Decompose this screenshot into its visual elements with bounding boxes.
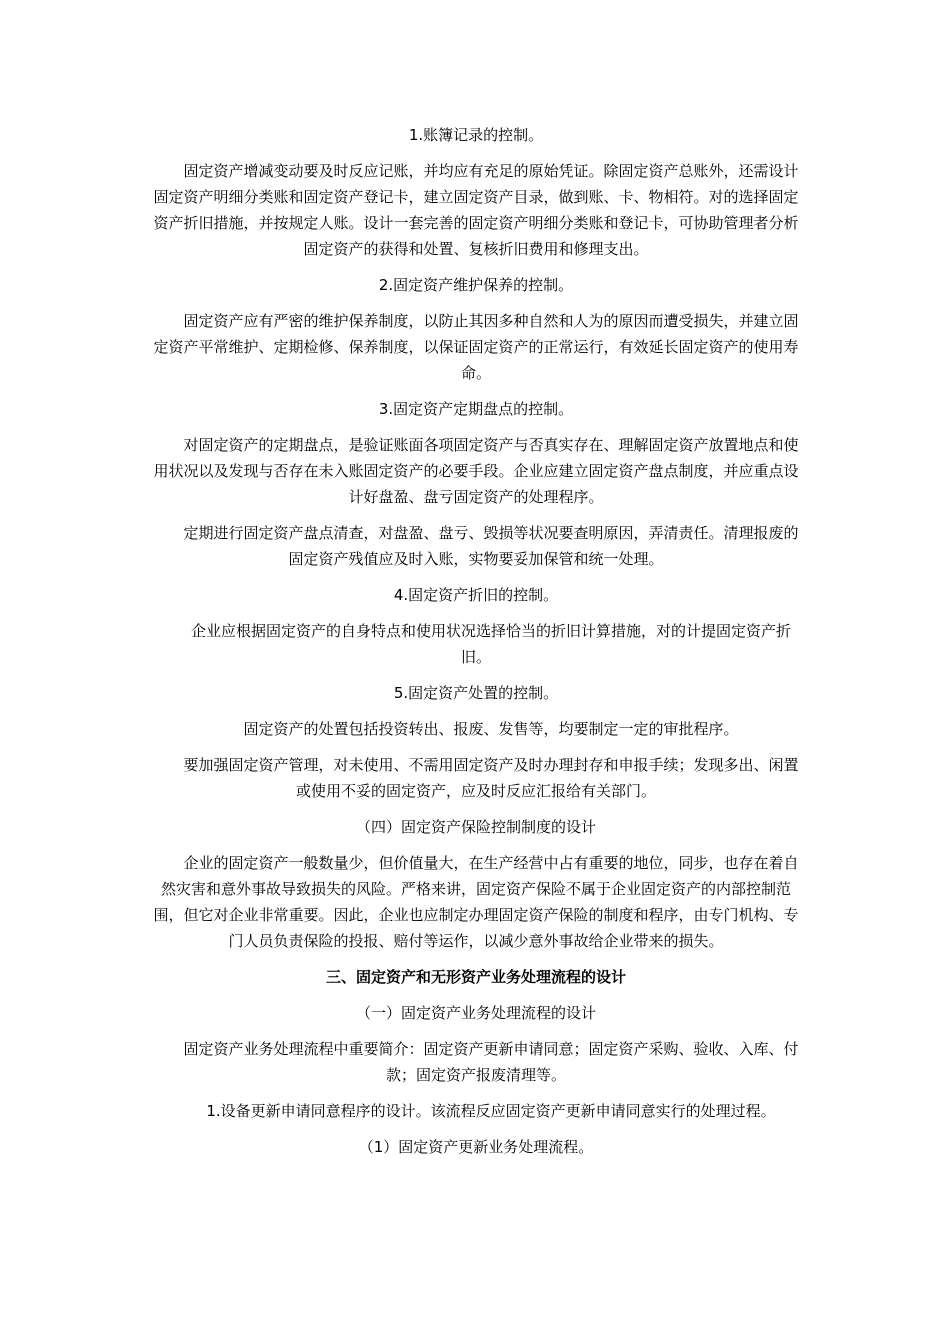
body-paragraph: 固定资产应有严密的维护保养制度，以防止其因多种自然和人为的原因而遭受损失，并建立固定资产平常维护、定期检修、保养制度，以保证固定资产的正常运行，有效延长固定资产的使用寿命。 xyxy=(153,312,799,382)
body-paragraph: 固定资产业务处理流程中重要简介：固定资产更新申请同意；固定资产采购、验收、入库、付款；固定资产报废清理等。 xyxy=(183,1040,799,1084)
section-title: 5.固定资产处置的控制。 xyxy=(393,684,559,702)
body-paragraph: 1.设备更新申请同意程序的设计。该流程反应固定资产更新申请同意实行的处理过程。 xyxy=(206,1102,776,1120)
body-paragraph: 企业应根据固定资产的自身特点和使用状况选择恰当的折旧计算措施，对的计提固定资产折旧。 xyxy=(190,622,791,666)
section-title: 3.固定资产定期盘点的控制。 xyxy=(378,400,574,418)
body-paragraph: 对固定资产的定期盘点，是验证账面各项固定资产与否真实存在、理解固定资产放置地点和使用状况以及发现与否存在未入账固定资产的必要手段。企业应建立固定资产盘点制度，并应重点设计好盘盈、盘亏固定资产的处理程序。 xyxy=(153,436,799,506)
document-page xyxy=(148,122,804,1170)
section-title: 1.账簿记录的控制。 xyxy=(408,126,544,144)
body-paragraph: 定期进行固定资产盘点清查，对盘盈、盘亏、毁损等状况要查明原因，弄清责任。清理报废的固定资产残值应及时入账，实物要妥加保管和统一处理。 xyxy=(183,524,799,568)
body-paragraph: 企业的固定资产一般数量少，但价值量大，在生产经营中占有重要的地位，同步，也存在着自然灾害和意外事故导致损失的风险。严格来讲，固定资产保险不属于企业固定资产的内部控制范围，但它对企业非常重要。因此，企业也应制定办理固定资产保险的制度和程序，由专门机构、专门人员负责保险的投报、赔付等运作，以减少意外事故给企业带来的损失。 xyxy=(153,854,799,950)
section-title: （1）固定资产更新业务处理流程。 xyxy=(358,1138,594,1156)
section-title: 2.固定资产维护保养的控制。 xyxy=(378,276,574,294)
section-title: 4.固定资产折旧的控制。 xyxy=(393,586,559,604)
body-paragraph: 固定资产的处置包括投资转出、报废、发售等，均要制定一定的审批程序。 xyxy=(243,720,739,738)
section-title: （一）固定资产业务处理流程的设计 xyxy=(355,1004,596,1022)
section-title: （四）固定资产保险控制制度的设计 xyxy=(355,818,596,836)
body-paragraph: 要加强固定资产管理，对未使用、不需用固定资产及时办理封存和申报手续；发现多出、闲置或使用不妥的固定资产，应及时反应汇报给有关部门。 xyxy=(183,756,799,800)
chapter-heading: 三、固定资产和无形资产业务处理流程的设计 xyxy=(325,968,626,986)
body-paragraph: 固定资产增减变动要及时反应记账，并均应有充足的原始凭证。除固定资产总账外，还需设计固定资产明细分类账和固定资产登记卡，建立固定资产目录，做到账、卡、物相符。对的选择固定资产折旧措施，并按规定人账。设计一套完善的固定资产明细分类账和登记卡，可协助管理者分析固定资产的获得和处置、复核折旧费用和修理支出。 xyxy=(153,162,799,258)
